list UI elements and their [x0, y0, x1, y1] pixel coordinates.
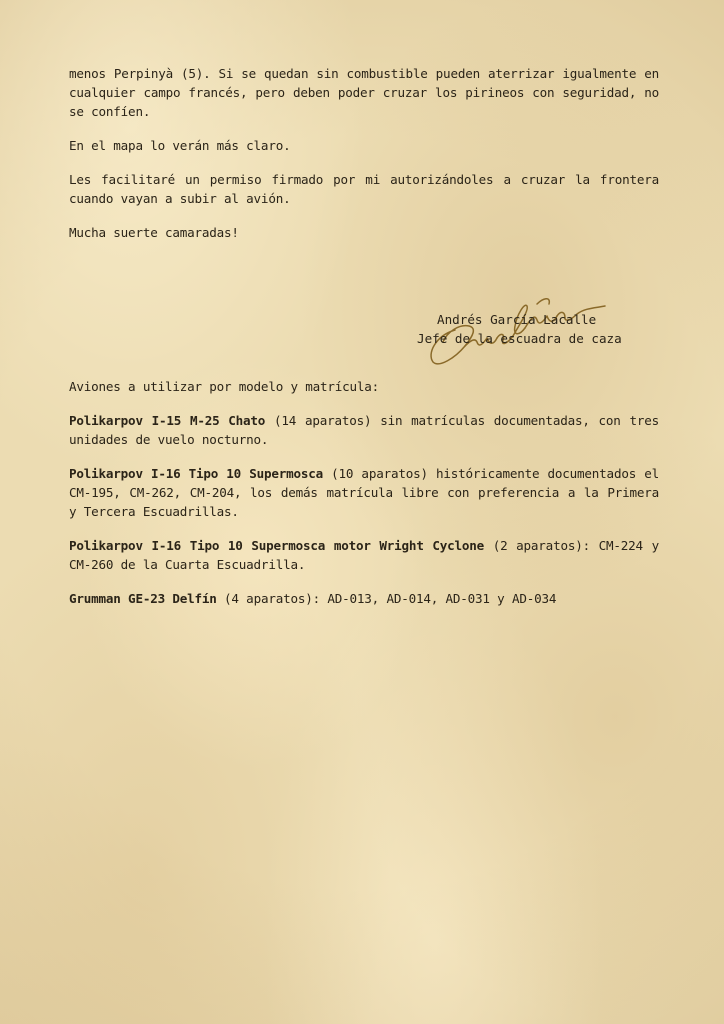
- aircraft-model: Polikarpov I-16 Tipo 10 Supermosca: [69, 466, 324, 481]
- aircraft-model: Grumman GE-23 Delfín: [69, 591, 217, 606]
- aircraft-item: [69, 589, 659, 608]
- signer-role: Jefe de la escuadra de caza: [417, 331, 622, 346]
- aircraft-model: Polikarpov I-16 Tipo 10 Supermosca motor Wright Cyclone: [69, 538, 485, 553]
- aircraft-detail: (2 aparatos): CM-224 y CM-260 de la Cuarta Escuadrilla.: [69, 538, 659, 572]
- aircraft-model: Polikarpov I-15 M-25 Chato: [69, 413, 266, 428]
- paragraph-permit: Les facilitaré un permiso firmado por mi autorizándoles a cruzar la frontera cuando vayan a subir al avión.: [69, 172, 659, 206]
- paragraph-farewell: Mucha suerte camaradas!: [69, 225, 239, 240]
- paragraph-fuel-route: menos Perpinyà (5). Si se quedan sin combustible pueden aterrizar igualmente en cualquier campo francés, pero deben poder cruzar los pirineos con seguridad, no se confíen.: [69, 66, 659, 119]
- signer-name: Andrés García Lacalle: [437, 312, 597, 327]
- aircraft-detail: (4 aparatos): AD-013, AD-014, AD-031 y AD-034: [216, 591, 557, 606]
- signer-block: [417, 310, 657, 348]
- aircraft-detail: (10 aparatos) históricamente documentados el CM-195, CM-262, CM-204, los demás matrícula libre con preferencia a la Primera y Tercera Escuadrillas.: [69, 466, 659, 519]
- aircraft-item: [69, 536, 659, 574]
- aircraft-section: [69, 377, 659, 608]
- aircraft-item: [69, 411, 659, 449]
- aircraft-detail: (14 aparatos) sin matrículas documentadas, con tres unidades de vuelo nocturno.: [69, 413, 660, 447]
- paragraph-map: En el mapa lo verán más claro.: [69, 138, 291, 153]
- aircraft-item: [69, 464, 659, 521]
- aircraft-intro: Aviones a utilizar por modelo y matrícula:: [69, 379, 380, 394]
- letter-page: [69, 64, 660, 606]
